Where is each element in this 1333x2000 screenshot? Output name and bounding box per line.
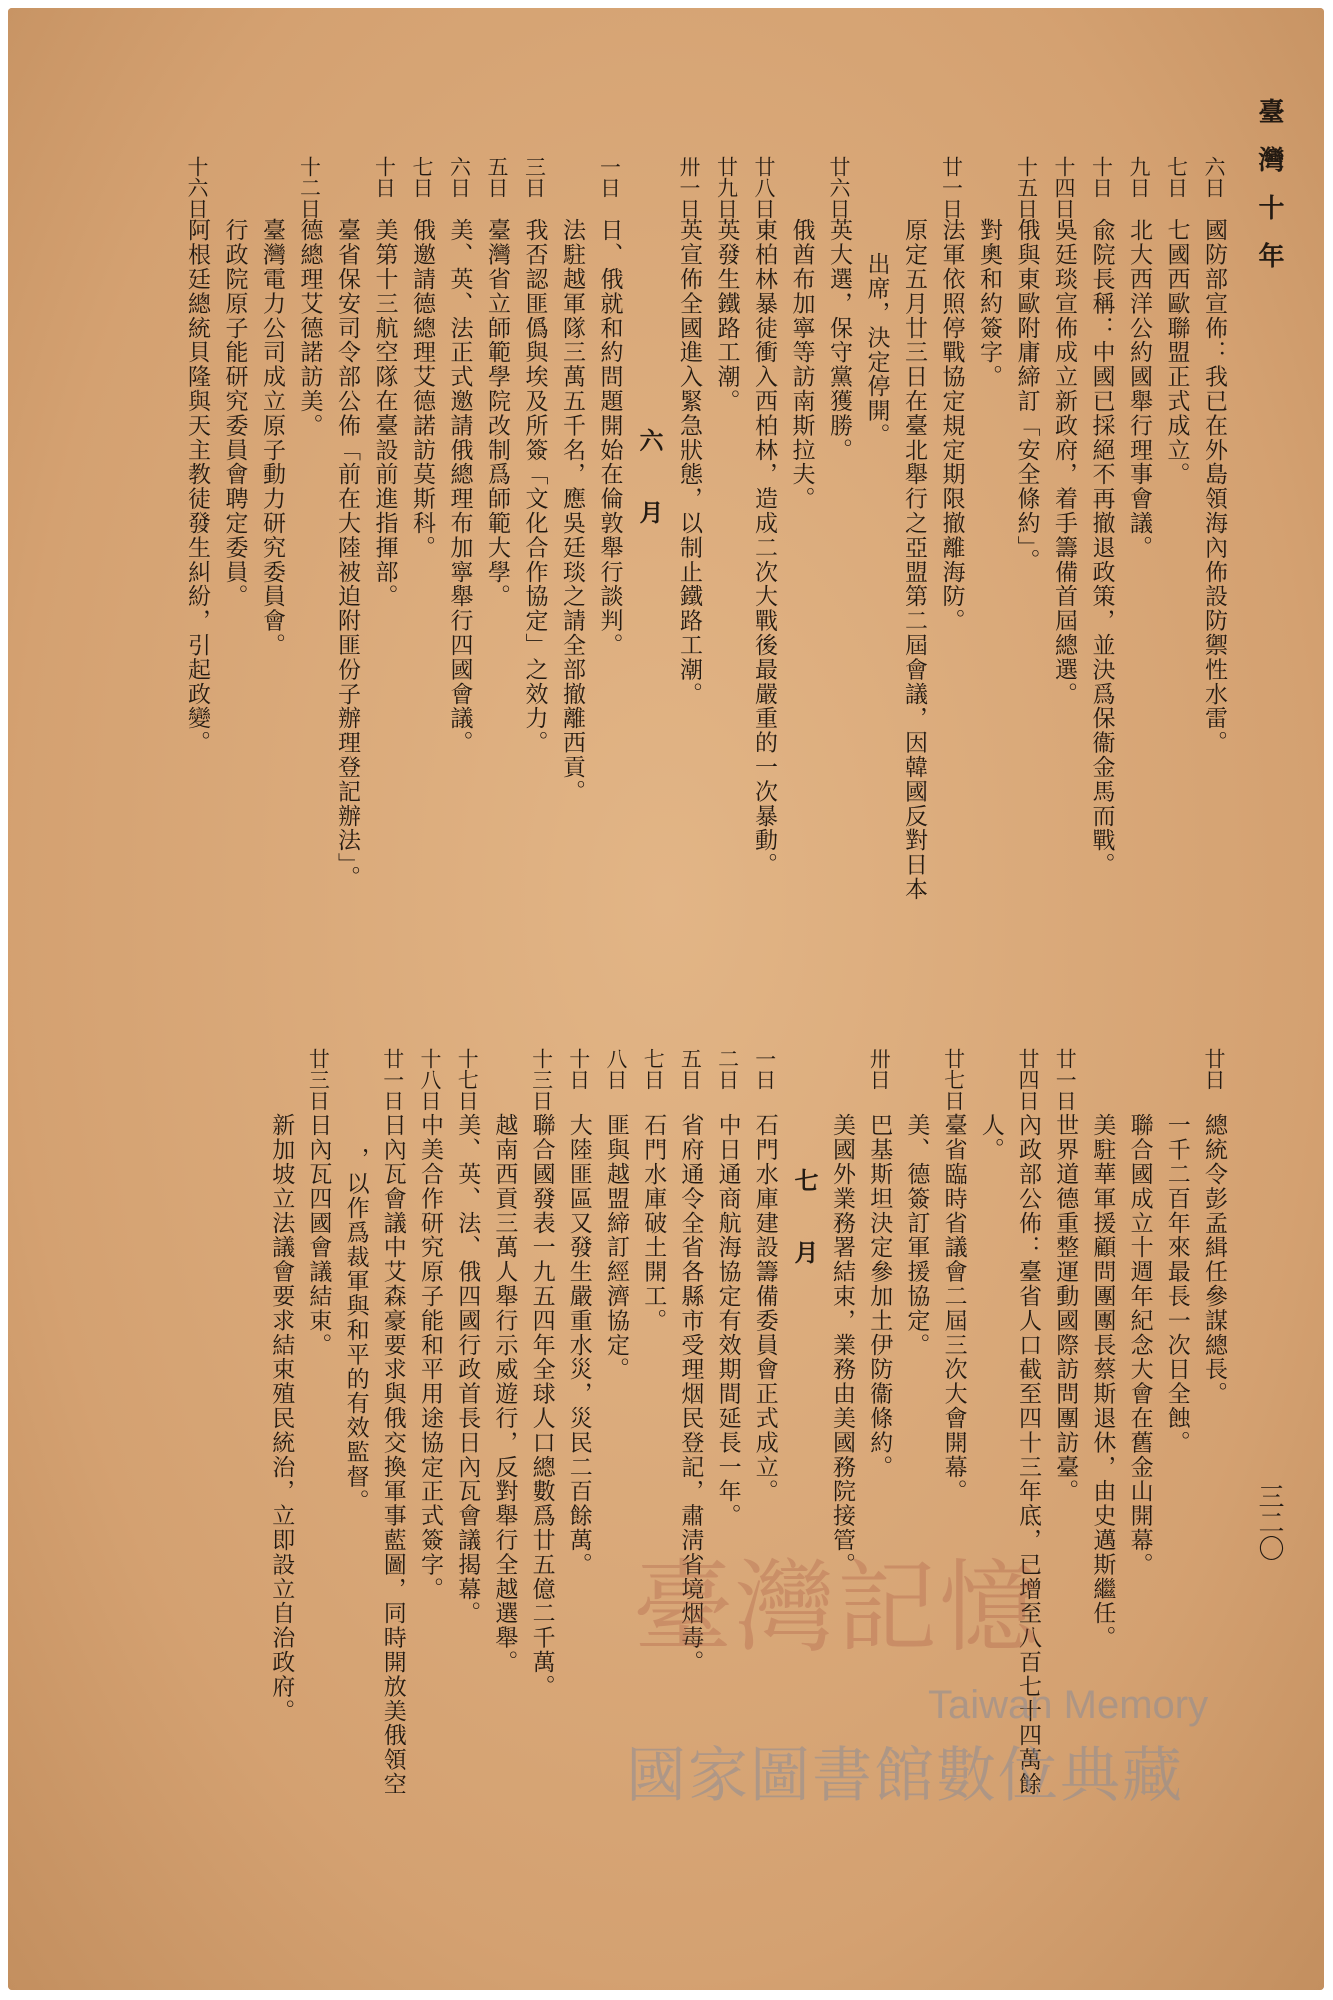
entry-text: 七國西歐聯盟正式成立。 xyxy=(1163,218,1190,487)
watermark-latin: Taiwan Memory xyxy=(928,1683,1209,1727)
entry-date: 五日 xyxy=(485,156,509,198)
entry-text: 出席，決定停開。 xyxy=(863,252,890,448)
entry-date: 七日 xyxy=(641,1048,666,1090)
entry-text: 北大西洋公約國舉行理事會議。 xyxy=(1126,218,1152,560)
entry-text: 世界道德重整運動國際訪問團訪臺。 xyxy=(1052,1113,1079,1504)
entry-text: 聯合國發表一九五四年全球人口總數爲廿五億二千萬。 xyxy=(528,1113,555,1699)
entry-text: 越南西貢三萬人舉行示威遊行，反對舉行全越選舉。 xyxy=(491,1113,518,1675)
entry-date: 十五日 xyxy=(1014,156,1039,219)
entry-text: 美、德簽訂軍援協定。 xyxy=(903,1113,930,1357)
entry-date: 七日 xyxy=(410,156,434,198)
entry-date: 廿八日 xyxy=(752,156,776,219)
entry-text: 英發生鐵路工潮。 xyxy=(713,218,740,414)
watermark-institution: 國家圖書館數位典藏 xyxy=(626,1741,1184,1811)
entry-date: 卅日 xyxy=(867,1048,892,1090)
entry-text: 國防部宣佈：我已在外島領海內佈設防禦性水雷。 xyxy=(1201,218,1227,755)
entry-date: 一日 xyxy=(752,1048,777,1090)
entry-date: 廿四日 xyxy=(1016,1048,1040,1111)
entry-text: 美第十三航空隊在臺設前進指揮部。 xyxy=(371,218,398,609)
entry-text: 日內瓦會議中艾森豪要求與俄交換軍事藍圖，同時開放美俄領空 xyxy=(379,1113,406,1797)
entry-date: 廿九日 xyxy=(714,156,739,219)
entry-date: 十四日 xyxy=(1052,156,1076,219)
entry-date: 廿日 xyxy=(1202,1048,1226,1090)
entry-text: 原定五月廿三日在臺北舉行之亞盟第二屆會議，因韓國反對日本 xyxy=(901,218,927,902)
page-header-title: 臺灣十年 xyxy=(1254,98,1284,290)
entry-date: 廿七日 xyxy=(941,1048,966,1111)
entry-text: 大陸匪區又發生嚴重水災，災民二百餘萬。 xyxy=(565,1113,592,1577)
entry-date: 十七日 xyxy=(455,1048,480,1111)
entry-text: 對奧和約簽字。 xyxy=(976,218,1002,389)
entry-text: 東柏林暴徒衝入西柏林，造成二次大戰後最嚴重的一次暴動。 xyxy=(751,218,777,877)
entry-date: 二日 xyxy=(715,1048,740,1090)
entry-text: 日內瓦四國會議結束。 xyxy=(305,1113,332,1357)
entry-date: 六日 xyxy=(447,156,472,198)
entry-text: 中美合作研究原子能和平用途協定正式簽字。 xyxy=(417,1113,443,1601)
entry-date: 廿一日 xyxy=(380,1048,405,1111)
entry-date: 六日 xyxy=(1202,156,1226,198)
entry-date: 卅一日 xyxy=(677,156,701,219)
entry-date: 廿一日 xyxy=(1053,1048,1078,1111)
entry-date: 一日 xyxy=(597,156,622,198)
month-heading: 七月 xyxy=(790,1168,819,1312)
entry-text: 聯合國成立十週年紀念大會在舊金山開幕。 xyxy=(1126,1113,1153,1577)
entry-text: 總統令彭孟緝任參謀總長。 xyxy=(1201,1113,1227,1406)
watermark-logo: 臺灣記憶 xyxy=(633,1549,1041,1666)
entry-text: 內政部公佈：臺省人口截至四十三年底，已增至八百七十四萬餘 xyxy=(1015,1113,1041,1797)
entry-text: 阿根廷總統貝隆與天主教徒發生糾紛，引起政變。 xyxy=(184,218,210,755)
entry-text: 日、俄就和約問題開始在倫敦舉行談判。 xyxy=(596,218,623,658)
entry-text: 美國外業務署結束，業務由美國務院接管。 xyxy=(829,1113,855,1577)
entry-text: 臺灣電力公司成立原子動力研究委員會。 xyxy=(259,218,285,658)
page-number: 三二〇 xyxy=(1254,1483,1284,1561)
entry-text: 俄與東歐附庸締訂「安全條約」。 xyxy=(1013,218,1040,573)
entry-date: 十日 xyxy=(1089,156,1114,198)
entry-text: 匪與越盟締訂經濟協定。 xyxy=(603,1113,629,1382)
entry-date: 七日 xyxy=(1164,156,1189,198)
scanned-page xyxy=(8,8,1324,1990)
entry-date: 廿三日 xyxy=(306,1048,331,1111)
entry-date: 三日 xyxy=(522,156,547,198)
entry-date: 十日 xyxy=(566,1048,591,1090)
entry-text: 英大選，保守黨獲勝。 xyxy=(826,218,852,462)
entry-text: 省府通令全省各縣市受理烟民登記，肅淸省境烟毒。 xyxy=(677,1113,704,1675)
entry-text: 我否認匪僞與埃及所簽「文化合作協定」之效力。 xyxy=(521,218,548,755)
entry-text: 巴基斯坦決定參加土伊防衞條約。 xyxy=(866,1113,893,1479)
entry-text: 德總理艾德諾訪美。 xyxy=(296,218,323,438)
entry-text: 一千二百年來最長一次日全蝕。 xyxy=(1163,1113,1190,1455)
entry-date: 十日 xyxy=(372,156,397,198)
entry-text: 美、英、法、俄四國行政首長日內瓦會議揭幕。 xyxy=(454,1113,481,1626)
month-heading: 六月 xyxy=(635,428,664,572)
entry-text: 中日通商航海協定有效期間延長一年。 xyxy=(714,1113,741,1528)
entry-text: 法駐越軍隊三萬五千名，應吳廷琰之請全部撤離西貢。 xyxy=(559,218,585,804)
entry-text: 行政院原子能研究委員會聘定委員。 xyxy=(221,218,248,609)
entry-text: 臺省保安司令部公佈「前在大陸被迫附匪份子辦理登記辦法」。 xyxy=(334,218,360,890)
entry-text: 美駐華軍援顧問團團長蔡斯退休，由史邁斯繼任。 xyxy=(1089,1113,1116,1650)
entry-text: 俄酋布加寧等訪南斯拉夫。 xyxy=(788,218,815,511)
entry-date: 十八日 xyxy=(418,1048,442,1111)
entry-date: 五日 xyxy=(678,1048,703,1090)
entry-text: 人。 xyxy=(977,1113,1004,1162)
entry-date: 十二日 xyxy=(297,156,322,219)
entry-text: 美、英、法正式邀請俄總理布加寧舉行四國會議。 xyxy=(446,218,473,755)
entry-text: 兪院長稱：中國已採絕不再撤退政策，並決爲保衞金馬而戰。 xyxy=(1088,218,1115,877)
entry-text: 臺省臨時省議會二屆三次大會開幕。 xyxy=(940,1113,967,1504)
entry-text: ，以作爲裁軍與和平的有效監督。 xyxy=(342,1147,369,1513)
entry-text: 臺灣省立師範學院改制爲師範大學。 xyxy=(484,218,510,609)
entry-text: 俄邀請德總理艾德諾訪莫斯科。 xyxy=(409,218,435,560)
entry-date: 十六日 xyxy=(185,156,209,219)
entry-date: 廿一日 xyxy=(939,156,964,219)
entry-date: 十三日 xyxy=(529,1048,554,1111)
entry-date: 廿六日 xyxy=(827,156,851,219)
entry-text: 石門水庫破土開工。 xyxy=(640,1113,667,1333)
entry-text: 新加坡立法議會要求結束殖民統治，立即設立自治政府。 xyxy=(268,1113,295,1723)
entry-date: 八日 xyxy=(604,1048,628,1090)
entry-text: 英宣佈全國進入緊急狀態，以制止鐵路工潮。 xyxy=(676,218,702,706)
entry-date: 九日 xyxy=(1127,156,1151,198)
entry-text: 吳廷琰宣佈成立新政府，着手籌備首屆總選。 xyxy=(1051,218,1077,706)
entry-text: 石門水庫建設籌備委員會正式成立。 xyxy=(751,1113,778,1504)
entry-text: 法軍依照停戰協定規定期限撤離海防。 xyxy=(938,218,965,633)
